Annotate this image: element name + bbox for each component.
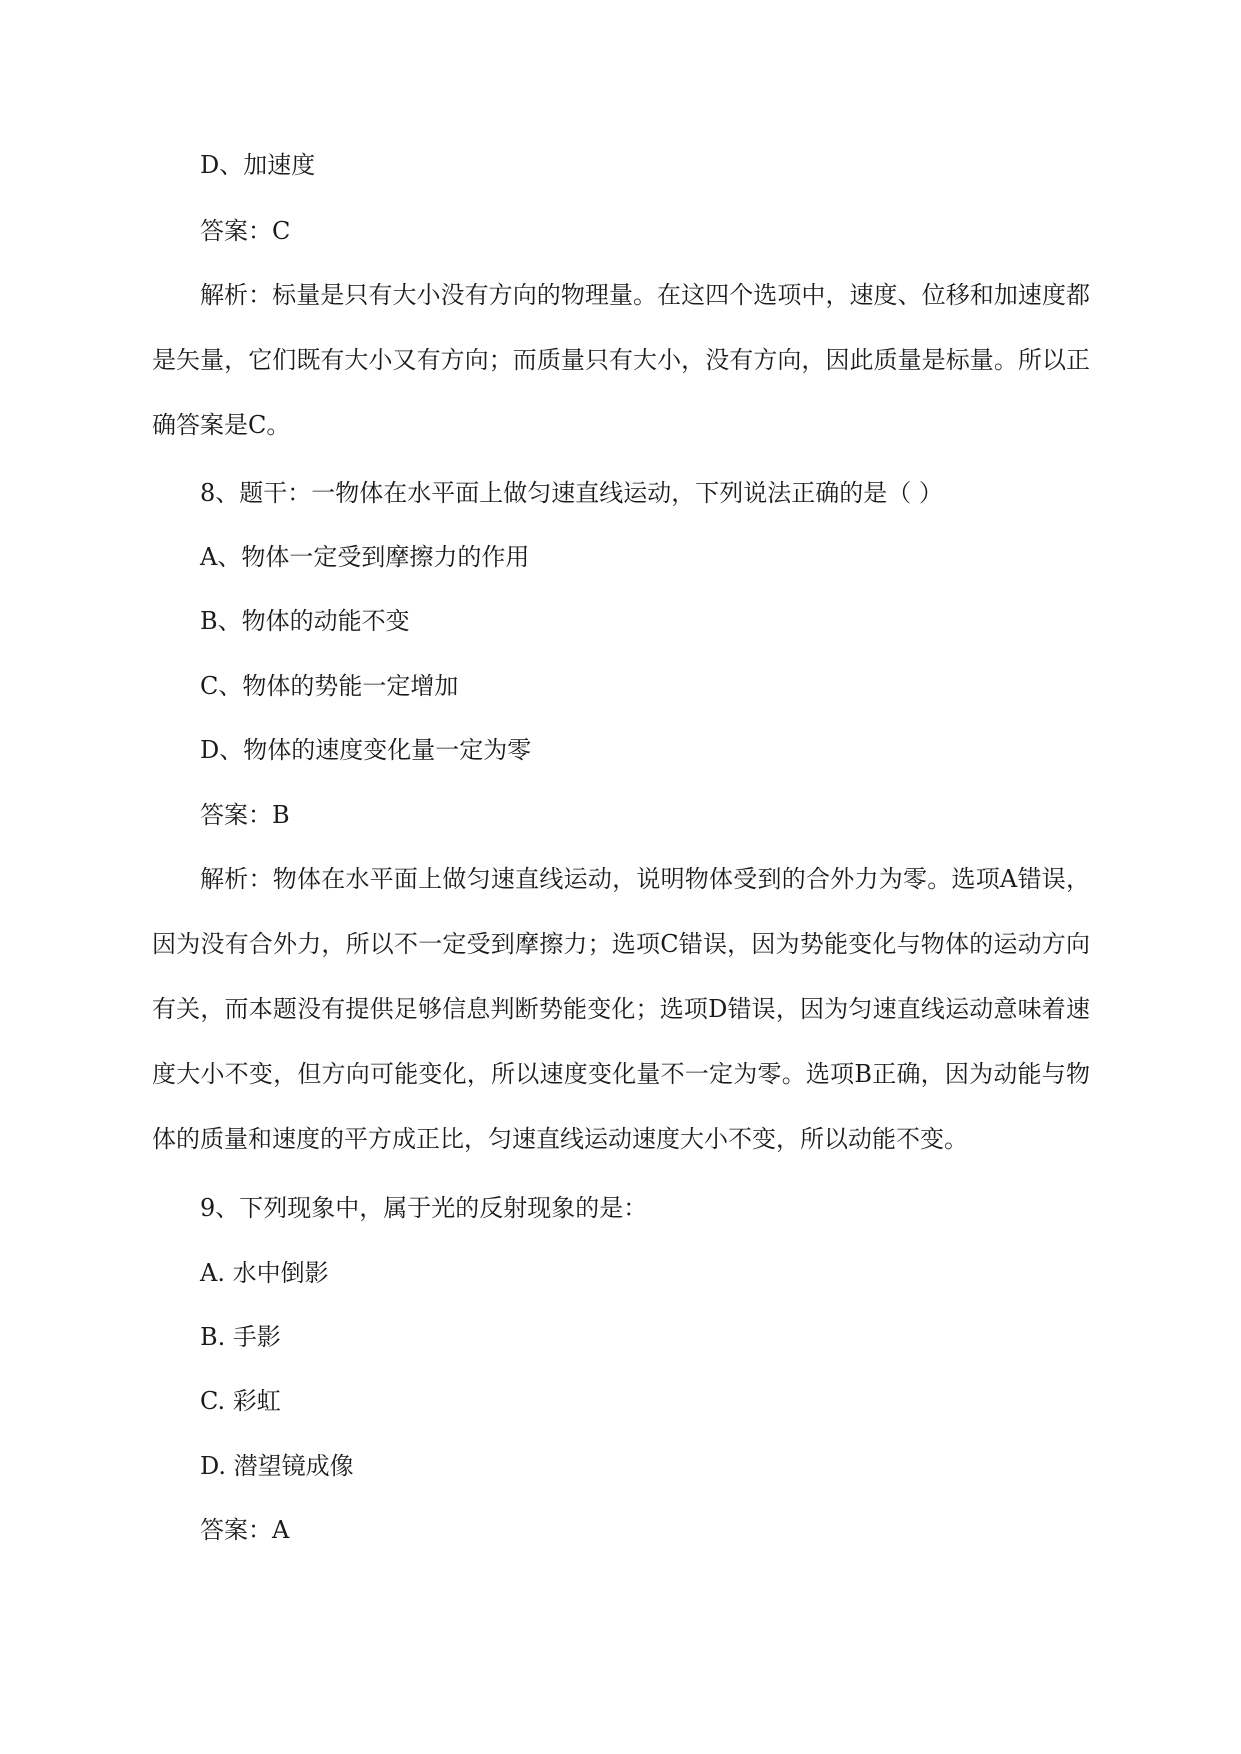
q9-option-b: B. 手影 xyxy=(200,1323,281,1351)
q8-option-d: D、物体的速度变化量一定为零 xyxy=(200,736,532,764)
q7-answer: 答案：C xyxy=(200,217,291,245)
q9-option-c: C. 彩虹 xyxy=(200,1387,281,1415)
q8-option-c: C、物体的势能一定增加 xyxy=(200,672,459,700)
q9-option-d: D. 潜望镜成像 xyxy=(200,1452,354,1480)
q8-option-a: A、物体一定受到摩擦力的作用 xyxy=(200,543,530,571)
q8-stem: 8、题干：一物体在水平面上做匀速直线运动，下列说法正确的是（ ） xyxy=(200,479,943,507)
q9-answer: 答案：A xyxy=(200,1516,290,1544)
q7-analysis: 解析：标量是只有大小没有方向的物理量。在这四个选项中，速度、位移和加速度都是矢量，它们既有大小又有方向；而质量只有大小，没有方向，因此质量是标量。所以正确答案是C。 xyxy=(152,281,1090,439)
q8-analysis: 解析：物体在水平面上做匀速直线运动，说明物体受到的合外力为零。选项A错误，因为没有合外力，所以不一定受到摩擦力；选项C错误，因为势能变化与物体的运动方向有关，而本题没有提供足够信息判断势能变化；选项D错误，因为匀速直线运动意味着速度大小不变，但方向可能变化，所以速度变化量不一定为零。选项B正确，因为动能与物体的质量和速度的平方成正比，匀速直线运动速度大小不变，所以动能不变。 xyxy=(152,865,1090,1153)
q9-stem: 9、下列现象中，属于光的反射现象的是： xyxy=(200,1194,648,1222)
q8-answer: 答案：B xyxy=(200,801,290,829)
q7-option-d: D、加速度 xyxy=(200,151,316,179)
q9-option-a: A. 水中倒影 xyxy=(200,1259,329,1287)
q8-option-b: B、物体的动能不变 xyxy=(200,607,410,635)
